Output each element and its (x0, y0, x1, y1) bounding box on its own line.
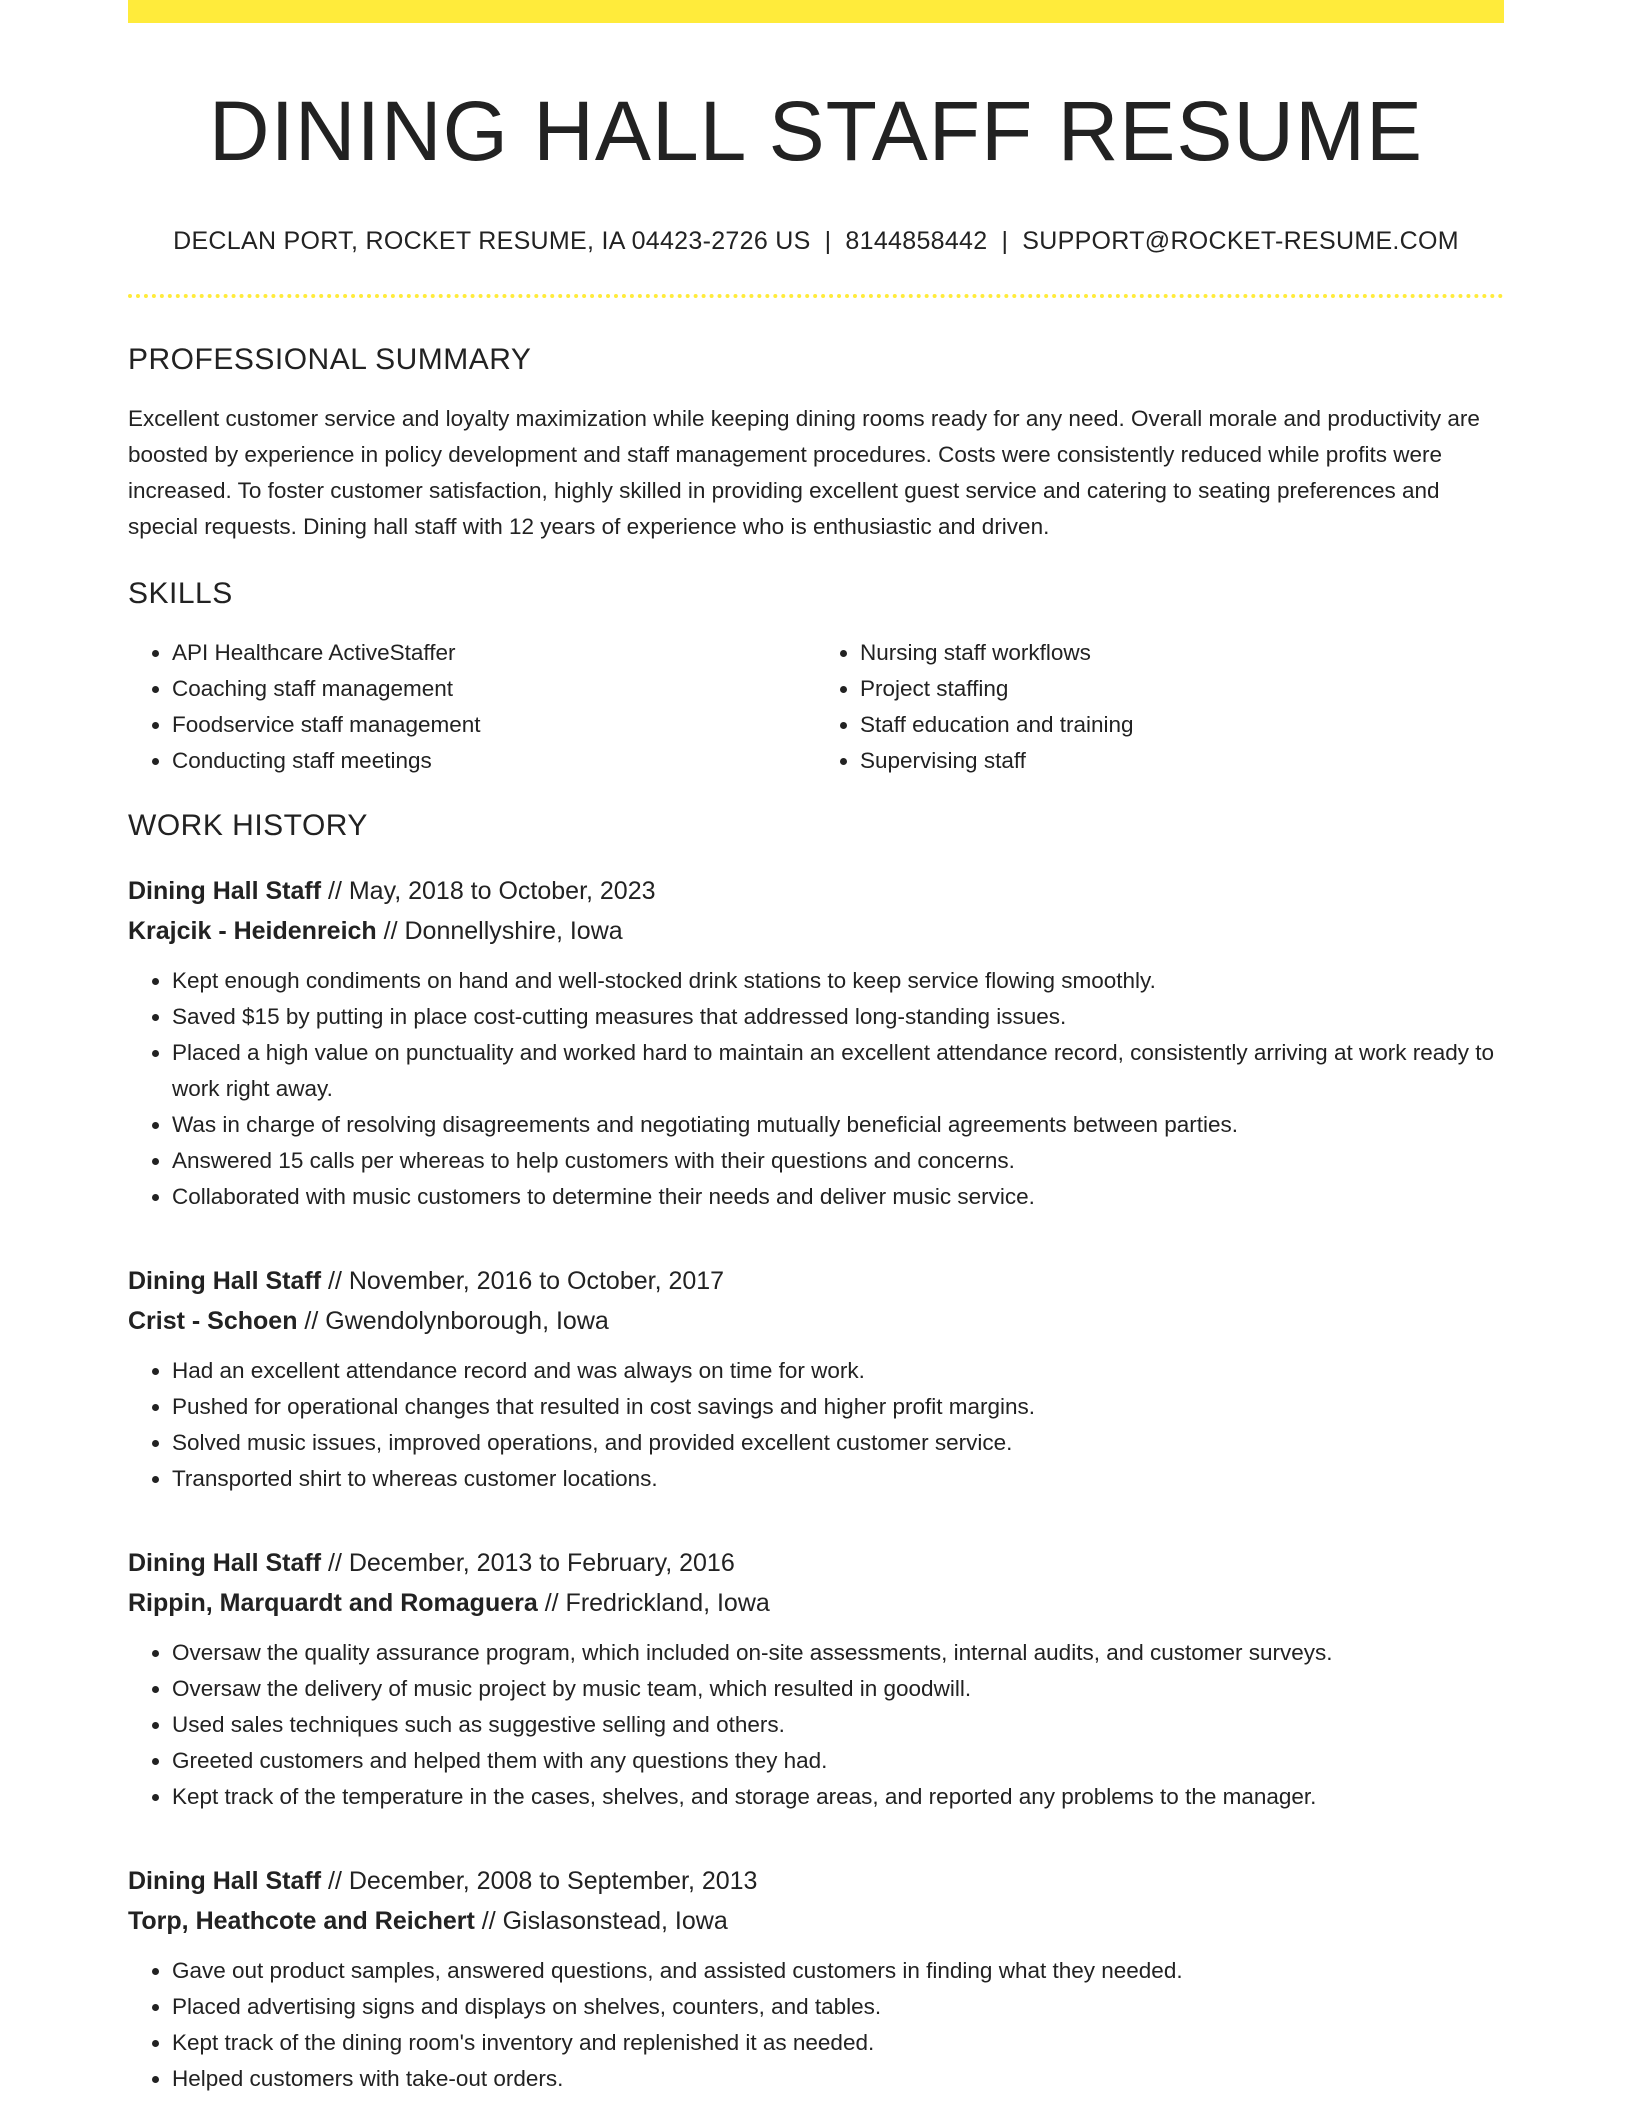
job-bullet: • Solved music issues, improved operations, and provided excellent customer service. (172, 1425, 1504, 1461)
job-location: // Gislasonstead, Iowa (474, 1907, 728, 1936)
job-company: Krajcik - Heidenreich (128, 917, 377, 946)
skill-item: • Nursing staff workflows (860, 635, 1504, 671)
job-bullet-list (128, 1953, 1504, 2097)
job-company-line (128, 1901, 1504, 1941)
job-title-line (128, 1261, 1504, 1301)
skills-heading: SKILLS (128, 577, 233, 611)
job-company: Rippin, Marquardt and Romaguera (128, 1589, 538, 1618)
job-bullet: • Greeted customers and helped them with any questions they had. (172, 1743, 1504, 1779)
job-bullet-list (128, 1635, 1504, 1815)
skill-item: • Foodservice staff management (172, 707, 816, 743)
job-title-line (128, 871, 1504, 911)
job-location: // Fredrickland, Iowa (537, 1589, 770, 1618)
job-bullet: • Kept track of the temperature in the cases, shelves, and storage areas, and reported any problems to the manager. (172, 1779, 1504, 1815)
job-entry (128, 871, 1504, 1215)
job-bullet: • Helped customers with take-out orders. (172, 2061, 1504, 2097)
skills-grid (128, 635, 1504, 779)
work-history-heading: WORK HISTORY (128, 809, 368, 843)
job-dates: // November, 2016 to October, 2017 (321, 1267, 725, 1296)
resume-title: DINING HALL STAFF RESUME (208, 84, 1424, 178)
skills-column-right (816, 635, 1504, 779)
job-location: // Gwendolynborough, Iowa (297, 1307, 609, 1336)
job-position: Dining Hall Staff (128, 1549, 322, 1578)
skill-item: • Conducting staff meetings (172, 743, 816, 779)
contact-line (128, 227, 1504, 256)
job-bullet: • Gave out product samples, answered questions, and assisted customers in finding what they needed. (172, 1953, 1504, 1989)
contact-email: SUPPORT@ROCKET-RESUME.COM (1022, 227, 1459, 256)
job-bullet-list (128, 1353, 1504, 1497)
header-divider (128, 294, 1504, 298)
job-position: Dining Hall Staff (128, 877, 322, 906)
summary-heading: PROFESSIONAL SUMMARY (128, 343, 532, 377)
skill-item: • Supervising staff (860, 743, 1504, 779)
job-position: Dining Hall Staff (128, 1267, 322, 1296)
job-bullet: • Placed a high value on punctuality and worked hard to maintain an excellent attendance record, consistently arriving at work ready to work right away. (172, 1035, 1504, 1107)
job-bullet: • Used sales techniques such as suggestive selling and others. (172, 1707, 1504, 1743)
skill-item: • API Healthcare ActiveStaffer (172, 635, 816, 671)
contact-phone: 8144858442 (845, 227, 988, 256)
contact-address: DECLAN PORT, ROCKET RESUME, IA 04423-2726 US (173, 227, 811, 256)
job-dates: // December, 2008 to September, 2013 (321, 1867, 758, 1896)
skill-item: • Coaching staff management (172, 671, 816, 707)
resume-page (128, 0, 1504, 2097)
job-location: // Donnellyshire, Iowa (376, 917, 623, 946)
job-company: Torp, Heathcote and Reichert (128, 1907, 475, 1936)
job-company-line (128, 1301, 1504, 1341)
job-company-line (128, 1583, 1504, 1623)
job-dates: // May, 2018 to October, 2023 (321, 877, 656, 906)
job-bullet: • Saved $15 by putting in place cost-cutting measures that addressed long-standing issues. (172, 999, 1504, 1035)
job-bullet: • Transported shirt to whereas customer locations. (172, 1461, 1504, 1497)
job-bullet: • Kept track of the dining room's inventory and replenished it as needed. (172, 2025, 1504, 2061)
skills-column-left (128, 635, 816, 779)
job-dates: // December, 2013 to February, 2016 (321, 1549, 735, 1578)
job-position: Dining Hall Staff (128, 1867, 322, 1896)
job-entry (128, 1861, 1504, 2097)
job-bullet: • Oversaw the delivery of music project by music team, which resulted in goodwill. (172, 1671, 1504, 1707)
job-bullet: • Oversaw the quality assurance program, which included on-site assessments, internal audits, and customer surveys. (172, 1635, 1504, 1671)
job-bullet: • Placed advertising signs and displays on shelves, counters, and tables. (172, 1989, 1504, 2025)
job-bullet: • Kept enough condiments on hand and well-stocked drink stations to keep service flowing smoothly. (172, 963, 1504, 999)
contact-separator: | (1001, 227, 1009, 256)
skill-item: • Staff education and training (860, 707, 1504, 743)
job-bullet: • Collaborated with music customers to determine their needs and deliver music service. (172, 1179, 1504, 1215)
job-bullet-list (128, 963, 1504, 1215)
job-bullet: • Had an excellent attendance record and was always on time for work. (172, 1353, 1504, 1389)
skill-item: • Project staffing (860, 671, 1504, 707)
job-bullet: • Pushed for operational changes that resulted in cost savings and higher profit margins. (172, 1389, 1504, 1425)
top-accent-bar (128, 0, 1504, 23)
job-entry (128, 1261, 1504, 1497)
job-company-line (128, 911, 1504, 951)
job-entry (128, 1543, 1504, 1815)
job-company: Crist - Schoen (128, 1307, 298, 1336)
summary-text: Excellent customer service and loyalty maximization while keeping dining rooms ready for any need. Overall morale and productivity are boosted by experience in policy development and staff management procedures. Costs were consistently reduced while profits were increased. To foster customer satisfaction, highly skilled in providing excellent guest service and catering to seating preferences and special requests. Dining hall staff with 12 years of experience who is enthusiastic and driven. (128, 406, 1480, 540)
job-bullet: • Answered 15 calls per whereas to help customers with their questions and concerns. (172, 1143, 1504, 1179)
job-bullet: • Was in charge of resolving disagreements and negotiating mutually beneficial agreements between parties. (172, 1107, 1504, 1143)
job-title-line (128, 1543, 1504, 1583)
job-title-line (128, 1861, 1504, 1901)
contact-separator: | (824, 227, 832, 256)
